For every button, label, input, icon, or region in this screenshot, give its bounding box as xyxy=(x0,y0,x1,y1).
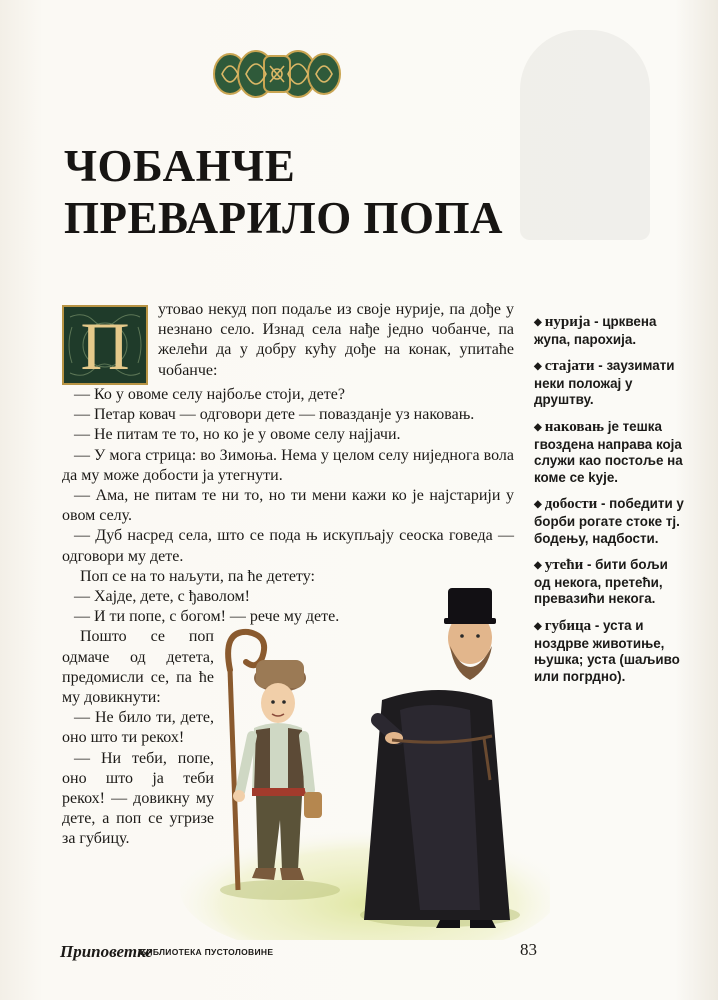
glossary-definition: - уста и ноздрве животиње, њушка; уста (шаљиво или погрдно). xyxy=(534,617,680,684)
story-paragraph: утовао некуд поп подаље из своје нурије, па дође у незнано село. Изнад села нађе једно чобанче, па желећи да у добру кућу дође на конак, упитаће чобанче: xyxy=(158,301,514,379)
ornament-header-icon xyxy=(212,46,342,102)
diamond-bullet-icon: ◆ xyxy=(534,620,542,632)
story-title-line1: ЧОБАНЧЕ xyxy=(64,141,296,191)
story-paragraph: — Ко у овоме селу најбоље стоји, дете? xyxy=(74,386,345,403)
glossary-term: стајати xyxy=(544,358,595,375)
story-paragraph: — И ти попе, с богом! — рече му дете. xyxy=(74,608,340,626)
story-paragraph: Пошто се поп одмаче од детета, предомисли се, па ће му довикнути: xyxy=(62,628,214,707)
diamond-bullet-icon: ◆ xyxy=(534,560,542,572)
glossary-entry xyxy=(534,419,684,486)
glossary-entry xyxy=(534,557,684,608)
story-title xyxy=(64,140,534,244)
glossary-entry xyxy=(534,358,684,409)
glossary-definition: - бити бољи од некога, претећи, превазићи некога. xyxy=(534,557,668,607)
story-paragraph: — У мога стрица: во Зимоња. Нема у целом селу ниједнога вола да му може добости ја утегнути. xyxy=(62,446,514,484)
dropcap xyxy=(62,305,148,385)
glossary-term: губица xyxy=(544,617,592,634)
dropcap-letter: П xyxy=(80,308,130,384)
diamond-bullet-icon: ◆ xyxy=(534,317,542,328)
story-paragraph: Поп се на то наљути, па ће детету: xyxy=(80,567,315,585)
priest-figure xyxy=(364,588,510,928)
footer-library-label: БИБЛИОТЕКА ПУСТОЛОВИНЕ xyxy=(140,947,274,957)
diamond-bullet-icon: ◆ xyxy=(534,361,542,373)
glossary-term: добости xyxy=(544,496,598,513)
glossary-entry xyxy=(534,496,684,547)
glossary-term: утећи xyxy=(544,557,584,574)
story-paragraph: — Ни теби, попе, оно што ја теби рекох! — довикну му дете, а поп се угризе за губицу. xyxy=(62,749,214,848)
glossary-definition: - победити у борби рогате стоке тј. бодењу, надбости. xyxy=(534,496,684,546)
diamond-bullet-icon: ◆ xyxy=(534,421,542,433)
illustration-boy-and-priest xyxy=(170,560,550,940)
glossary-definition: је тешка гвоздена направа која служи као постоље на коме се kује. xyxy=(534,418,683,485)
page-number: 83 xyxy=(520,940,537,959)
glossary-entry xyxy=(534,314,684,348)
glossary-definition: - црквена жупа, парохија. xyxy=(534,314,657,347)
story-paragraph: — Ама, не питам те ни то, но ти мени кажи ко је најстарији у овом селу. xyxy=(62,487,514,525)
glossary-entry xyxy=(534,618,684,685)
story-paragraph: — Не било ти, дете, оно што ти рекох! xyxy=(62,709,214,747)
glossary-term: наковањ xyxy=(544,418,604,435)
glossary-definition: - заузимати неки положај у друштву. xyxy=(534,358,675,408)
story-paragraph: — Петар ковач — одговори дете — повазданје уз наковањ. xyxy=(74,406,475,424)
diamond-bullet-icon: ◆ xyxy=(534,499,542,511)
story-paragraph: — Не питам те то, но ко је у овоме селу најјачи. xyxy=(74,426,401,444)
bleed-through-figure xyxy=(520,30,650,240)
story-title-line2: ПРЕВАРИЛО ПОПА xyxy=(64,193,503,243)
story-paragraph: — Дуб насред села, што се пода њ искупљају сеоска говеда — одговори му дете. xyxy=(62,527,514,565)
glossary xyxy=(534,314,684,695)
story-paragraph: — Хајде, дете, с ђаволом! xyxy=(74,588,250,606)
footer-series-title: Приповетке xyxy=(60,942,153,961)
glossary-term: нурија xyxy=(544,314,591,330)
